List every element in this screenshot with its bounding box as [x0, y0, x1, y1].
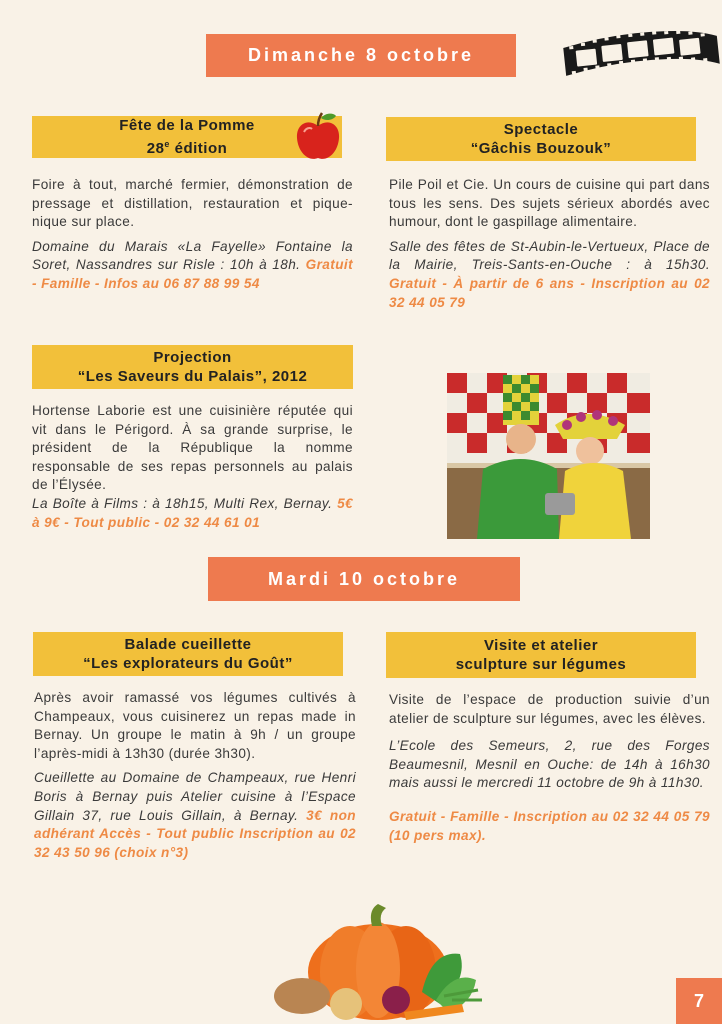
event-place: L’Ecole des Semeurs, 2, rue des Forges Beaumesnil, Mesnil en Ouche: de 14h à 16h30 mais aussi le mercredi 11 octobre de 9h à 11h30.: [389, 738, 710, 791]
event-title-line2: “Les explorateurs du Goût”: [83, 655, 293, 672]
event-title-projection: [32, 345, 353, 389]
event-title-spectacle: [386, 117, 696, 161]
day-banner-tuesday: [208, 557, 520, 601]
event-text-fete-pomme: [32, 176, 353, 294]
event-description: Hortense Laborie est une cuisinière réputée qui vit dans le Périgord. À sa grande surprise, le président de la République la nomme responsable de ses repas personnels au palais de l’Élysée.: [32, 403, 353, 493]
event-title-line1: Balade cueillette: [124, 636, 252, 653]
event-title-line1: Spectacle: [503, 121, 579, 138]
event-title-visite: [386, 632, 696, 678]
event-title-line1: Fête de la Pomme: [119, 117, 255, 134]
event-description: Pile Poil et Cie. Un cours de cuisine qui part dans tous les sens. Des sujets sérieux abordés avec humour, dont le gaspillage alimentaire.: [389, 177, 710, 230]
event-description: Visite de l’espace de production suivie d’un atelier de sculpture sur légumes, avec les élèves.: [389, 692, 710, 726]
event-place: Domaine du Marais «La Fayelle» Fontaine la Soret, Nassandres sur Risle : 10h à 18h.: [32, 238, 353, 273]
event-text-visite: [389, 691, 710, 845]
event-title-line2: 28e édition: [146, 139, 228, 157]
event-title-balade: [33, 632, 343, 676]
event-info: Gratuit - Famille - Inscription au 02 32 44 05 79 (10 pers max).: [389, 808, 710, 843]
page-number: 7: [676, 978, 722, 1024]
event-text-projection: [32, 402, 353, 532]
day-banner-text: Dimanche 8 octobre: [247, 45, 475, 65]
event-title-line2: “Les Saveurs du Palais”, 2012: [77, 368, 308, 385]
event-title-line2: sculpture sur légumes: [455, 656, 627, 673]
pumpkin-vegetables-icon: [272, 900, 486, 1024]
event-place: Cueillette au Domaine de Champeaux, rue Henri Boris à Bernay puis Atelier cuisine à l’Espace Gillain 37, rue Louis Gillain, à Bernay.: [34, 770, 356, 823]
event-info: 3€ non adhérant Accès - Tout public Inscription au 02 32 43 50 96 (choix n°3): [34, 807, 356, 860]
film-strip-icon: [558, 20, 722, 82]
event-title-line1: Projection: [153, 349, 232, 366]
event-info: Gratuit - Famille - Infos au 06 87 88 99 54: [32, 257, 353, 291]
spectacle-photo: [447, 373, 650, 539]
event-title-line1: Visite et atelier: [483, 637, 599, 654]
apple-icon: [294, 110, 342, 162]
day-banner-text: Mardi 10 octobre: [267, 568, 461, 589]
event-place: Salle des fêtes de St-Aubin-le-Vertueux, Place de la Mairie, Treis-Sants-en-Ouche : à 15h30.: [389, 238, 710, 273]
event-description: Foire à tout, marché fermier, démonstration de pressage et distillation, restauration et pique-nique sur place.: [32, 177, 353, 230]
event-text-balade: [34, 689, 356, 862]
event-place: La Boîte à Films : à 18h15, Multi Rex, Bernay.: [32, 495, 333, 511]
event-info: Gratuit - À partir de 6 ans - Inscription au 02 32 44 05 79: [389, 275, 710, 310]
event-title-line2: “Gâchis Bouzouk”: [470, 140, 612, 157]
event-info: 5€ à 9€ - Tout public - 02 32 44 61 01: [32, 495, 353, 530]
day-banner-sunday: [206, 34, 516, 77]
event-description: Après avoir ramassé vos légumes cultivés à Champeaux, vous cuisinerez un repas made in Bernay. Un groupe le matin à 9h / un groupe l’après-midi à 13h30 (durée 3h30).: [34, 690, 356, 761]
event-text-spectacle: [389, 176, 710, 312]
